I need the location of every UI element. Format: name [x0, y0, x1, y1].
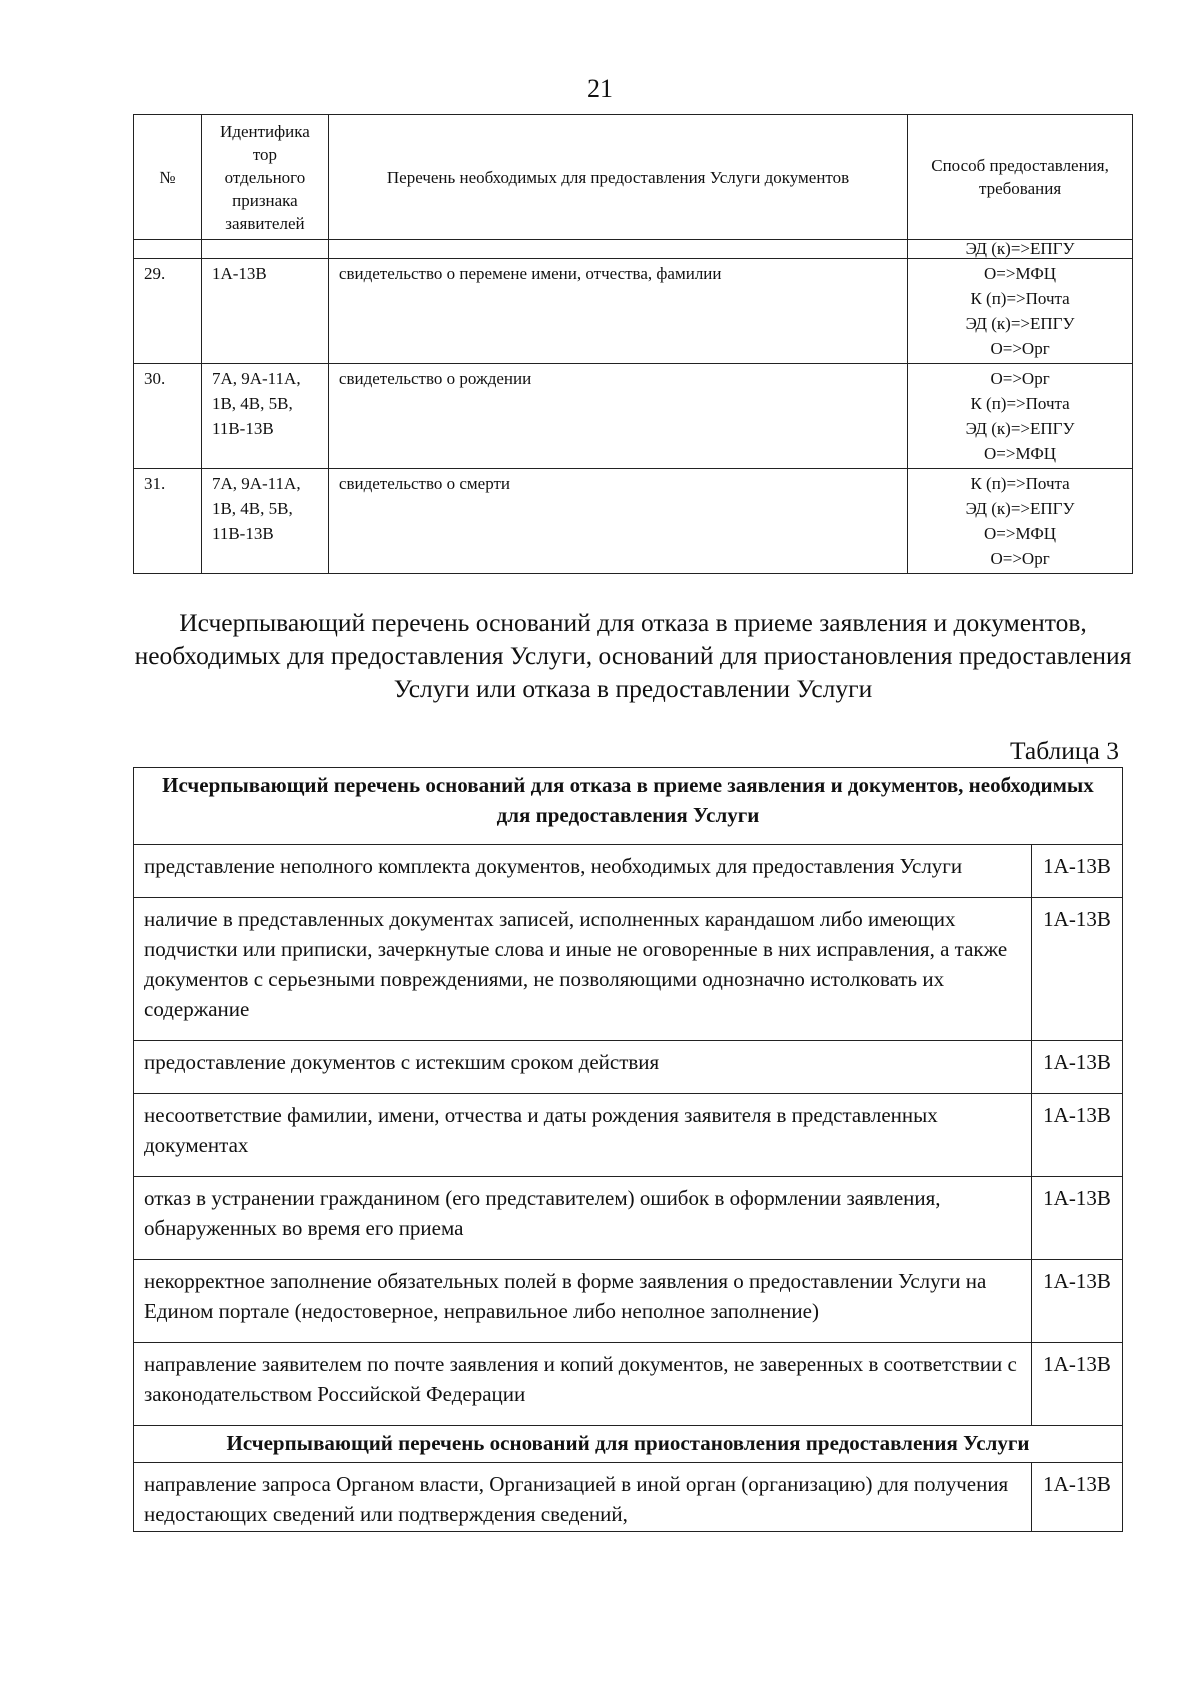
method-item: О=>Орг: [990, 549, 1050, 568]
reason-text: отказ в устранении гражданином (его представителем) ошибок в оформлении заявления, обнаруженных во время его приема: [134, 1177, 1032, 1260]
empty-cell: [328, 240, 907, 259]
method-item: К (п)=>Почта: [970, 474, 1070, 493]
row-methods: [908, 469, 1133, 574]
reason-text: предоставление документов с истекшим сроком действия: [134, 1041, 1032, 1094]
row-document: свидетельство о перемене имени, отчества, фамилии: [328, 259, 907, 364]
header-method: Способ предоставления, требования: [908, 115, 1133, 240]
row-num: 31.: [134, 469, 202, 574]
header-num: №: [134, 115, 202, 240]
reason-text: направление запроса Органом власти, Организацией в иной орган (организацию) для получения недостающих сведений или подтверждения сведений,: [134, 1463, 1032, 1532]
method-item: К (п)=>Почта: [970, 394, 1070, 413]
table-row: [134, 1260, 1123, 1343]
group2-title: Исчерпывающий перечень оснований для приостановления предоставления Услуги: [134, 1426, 1123, 1463]
documents-table: [133, 114, 1133, 574]
table-3: [133, 767, 1123, 1532]
row-document: свидетельство о смерти: [328, 469, 907, 574]
group-header-row: [134, 768, 1123, 845]
row-methods: [908, 364, 1133, 469]
reason-code: 1А-13В: [1032, 1260, 1123, 1343]
method-item: О=>МФЦ: [984, 264, 1057, 283]
table-row: [134, 845, 1123, 898]
header-identifier: Идентифика тор отдельного признака заявителей: [201, 115, 328, 240]
method-item: ЭД (к)=>ЕПГУ: [965, 499, 1075, 518]
reason-code: 1А-13В: [1032, 1463, 1123, 1532]
reason-code: 1А-13В: [1032, 1041, 1123, 1094]
row-methods: [908, 259, 1133, 364]
reason-text: некорректное заполнение обязательных полей в форме заявления о предоставлении Услуги на Едином портале (недостоверное, неправильное либо неполное заполнение): [134, 1260, 1032, 1343]
reason-code: 1А-13В: [1032, 1094, 1123, 1177]
method-item: О=>Орг: [990, 369, 1050, 388]
reason-text: наличие в представленных документах записей, исполненных карандашом либо имеющих подчистки или приписки, зачеркнутые слова и иные не оговоренные в них исправления, а также документов с серьезными повреждениями, не позволяющими однозначно истолковать их содержание: [134, 898, 1032, 1041]
empty-cell: [201, 240, 328, 259]
table-row: [134, 898, 1123, 1041]
table-row: [134, 469, 1133, 574]
empty-cell: [134, 240, 202, 259]
reason-text: направление заявителем по почте заявления и копий документов, не заверенных в соответствии с законодательством Российской Федерации: [134, 1343, 1032, 1426]
page-number: 21: [587, 74, 613, 103]
table-row: [134, 364, 1133, 469]
row-num: 29.: [134, 259, 202, 364]
method-item: ЭД (к)=>ЕПГУ: [965, 314, 1075, 333]
row-num: 30.: [134, 364, 202, 469]
table-row: [134, 1094, 1123, 1177]
table-row: [134, 240, 1133, 259]
reason-text: несоответствие фамилии, имени, отчества и даты рождения заявителя в представленных документах: [134, 1094, 1032, 1177]
row-document: свидетельство о рождении: [328, 364, 907, 469]
table-row: [134, 1177, 1123, 1260]
header-documents: Перечень необходимых для предоставления Услуги документов: [328, 115, 907, 240]
table-row: [134, 1463, 1123, 1532]
reason-code: 1А-13В: [1032, 1343, 1123, 1426]
table-row: [134, 259, 1133, 364]
method-item: О=>МФЦ: [984, 444, 1057, 463]
reason-code: 1А-13В: [1032, 845, 1123, 898]
method-item: О=>МФЦ: [984, 524, 1057, 543]
method-cell: ЭД (к)=>ЕПГУ: [908, 240, 1133, 259]
section-title: Исчерпывающий перечень оснований для отказа в приеме заявления и документов, необходимых для предоставления Услуги, оснований для приостановления предоставления Услуги или отказа в предоставлении Услуги: [134, 608, 1132, 703]
row-identifier: 1А-13В: [201, 259, 328, 364]
reason-text: представление неполного комплекта документов, необходимых для предоставления Услуги: [134, 845, 1032, 898]
method-item: О=>Орг: [990, 339, 1050, 358]
table-row: [134, 1041, 1123, 1094]
row-identifier: 7А, 9А-11А, 1В, 4В, 5В, 11В-13В: [201, 469, 328, 574]
group-header-row: [134, 1426, 1123, 1463]
method-item: К (п)=>Почта: [970, 289, 1070, 308]
group1-title: Исчерпывающий перечень оснований для отказа в приеме заявления и документов, необходимых для предоставления Услуги: [134, 768, 1123, 845]
method-item: ЭД (к)=>ЕПГУ: [965, 419, 1075, 438]
row-identifier: 7А, 9А-11А, 1В, 4В, 5В, 11В-13В: [201, 364, 328, 469]
table-label: Таблица 3: [1009, 736, 1119, 765]
reason-code: 1А-13В: [1032, 1177, 1123, 1260]
reason-code: 1А-13В: [1032, 898, 1123, 1041]
table-row: [134, 1343, 1123, 1426]
